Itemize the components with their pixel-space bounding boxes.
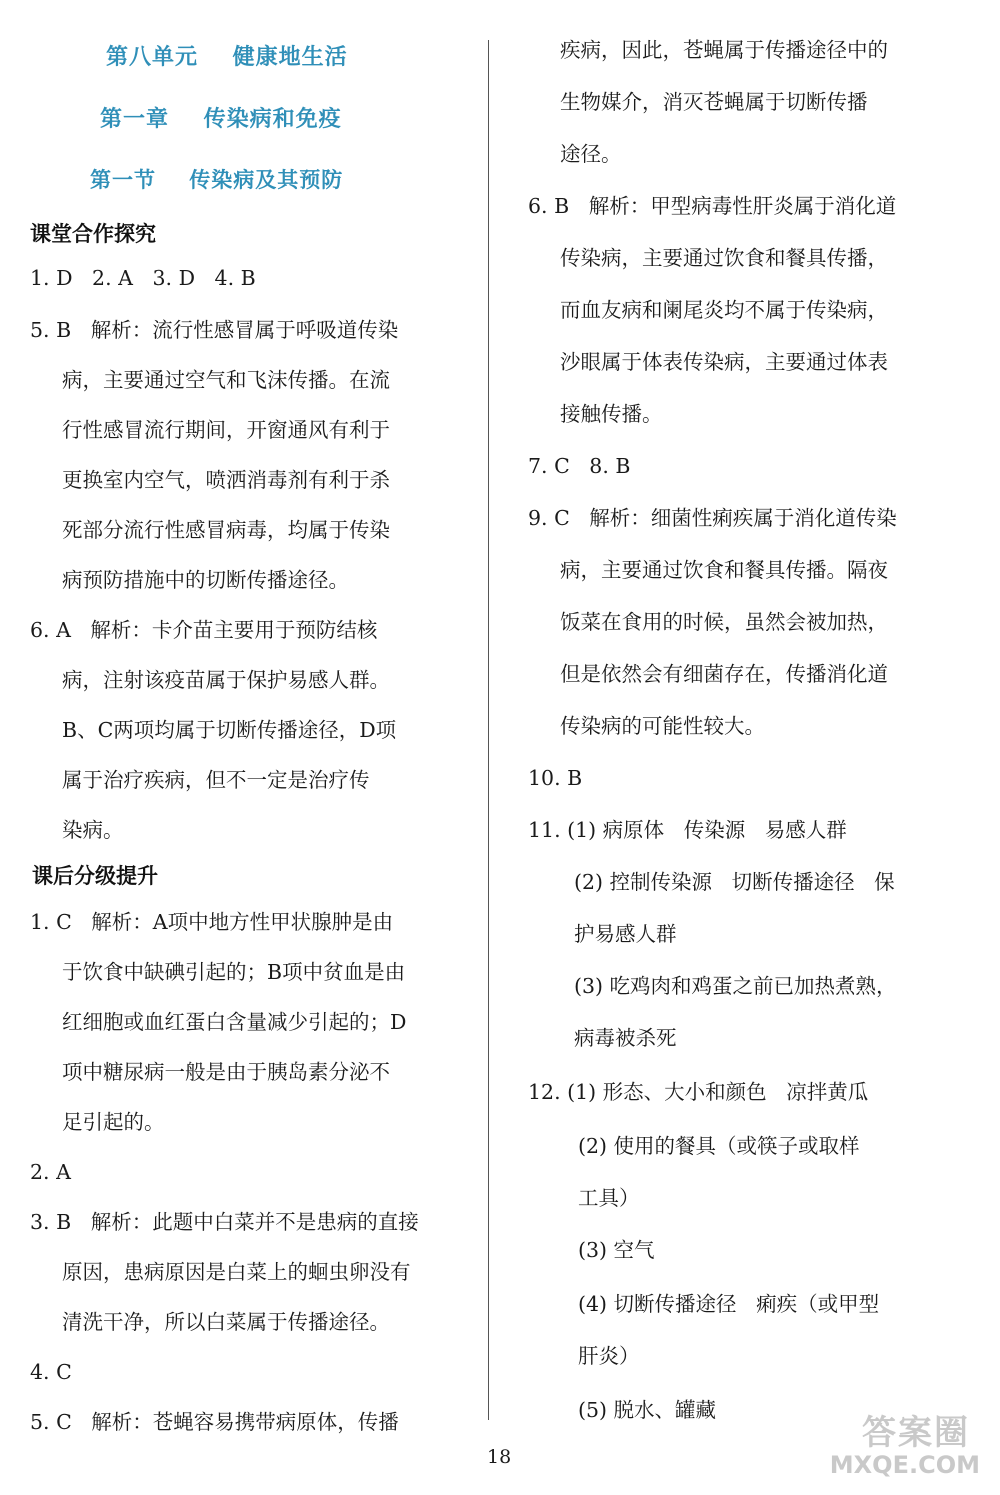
answer-line: 12. (1) 形态、大小和颜色 凉拌黄瓜 bbox=[528, 1080, 869, 1104]
answer-line: 饭菜在食用的时候，虽然会被加热， bbox=[560, 610, 888, 634]
answer-line: 属于治疗疾病，但不一定是治疗传 bbox=[62, 768, 370, 792]
answer-line: 10. B bbox=[528, 766, 583, 790]
unit-heading: 第八单元 健康地生活 bbox=[106, 45, 348, 70]
answer-line: 沙眼属于体表传染病，主要通过体表 bbox=[560, 350, 888, 374]
answer-line: 护易感人群 bbox=[574, 922, 677, 946]
answer-line: 5. C 解析：苍蝇容易携带病原体，传播 bbox=[30, 1410, 399, 1434]
answer-line: 途径。 bbox=[560, 142, 622, 166]
answer-line: 死部分流行性感冒病毒，均属于传染 bbox=[62, 518, 390, 542]
answer-line: 于饮食中缺碘引起的；B项中贫血是由 bbox=[62, 960, 406, 984]
answer-line: 但是依然会有细菌存在，传播消化道 bbox=[560, 662, 888, 686]
page-number: 18 bbox=[487, 1446, 512, 1468]
answer-line: 1. C 解析：A项中地方性甲状腺肿是由 bbox=[30, 910, 394, 934]
answer-line: 11. (1) 病原体 传染源 易感人群 bbox=[528, 818, 847, 842]
answer-line: 2. A bbox=[30, 1160, 71, 1184]
answer-line: 足引起的。 bbox=[62, 1110, 165, 1134]
watermark-text: 答案圈 bbox=[862, 1413, 970, 1453]
answer-line: 原因，患病原因是白菜上的蛔虫卵没有 bbox=[62, 1260, 411, 1284]
answer-line: 病，主要通过饮食和餐具传播。隔夜 bbox=[560, 558, 888, 582]
answer-line: 清洗干净，所以白菜属于传播途径。 bbox=[62, 1310, 390, 1334]
watermark-url: MXQE.COM bbox=[829, 1451, 980, 1479]
answer-line: (3) 吃鸡肉和鸡蛋之前已加热煮熟， bbox=[574, 974, 897, 998]
answer-line: 病，主要通过空气和飞沫传播。在流 bbox=[62, 368, 390, 392]
answer-line: 病预防措施中的切断传播途径。 bbox=[62, 568, 349, 592]
answer-line: 行性感冒流行期间，开窗通风有利于 bbox=[62, 418, 390, 442]
answer-line: 而血友病和阑尾炎均不属于传染病， bbox=[560, 298, 888, 322]
answer-line: 4. C bbox=[30, 1360, 72, 1384]
answer-line: 接触传播。 bbox=[560, 402, 663, 426]
answer-line: 6. A 解析：卡介苗主要用于预防结核 bbox=[30, 618, 378, 642]
answer-line: 生物媒介，消灭苍蝇属于切断传播 bbox=[560, 90, 868, 114]
answer-line: (4) 切断传播途径 痢疾（或甲型 bbox=[578, 1292, 880, 1316]
answer-line: 工具） bbox=[578, 1186, 640, 1210]
answer-line: 病毒被杀死 bbox=[574, 1026, 677, 1050]
answer-line: (2) 控制传染源 切断传播途径 保 bbox=[574, 870, 895, 894]
answer-line: 更换室内空气，喷洒消毒剂有利于杀 bbox=[62, 468, 390, 492]
column-divider bbox=[488, 40, 489, 1420]
answer-line: 传染病，主要通过饮食和餐具传播， bbox=[560, 246, 888, 270]
answer-line: 红细胞或血红蛋白含量减少引起的；D bbox=[62, 1010, 407, 1034]
answer-line: 项中糖尿病一般是由于胰岛素分泌不 bbox=[62, 1060, 390, 1084]
answer-line: 病，注射该疫苗属于保护易感人群。 bbox=[62, 668, 390, 692]
section-title-after-class: 课后分级提升 bbox=[32, 864, 158, 888]
answer-line: (5) 脱水、罐藏 bbox=[578, 1398, 717, 1422]
answer-line: 7. C 8. B bbox=[528, 454, 631, 478]
answer-line: 6. B 解析：甲型病毒性肝炎属于消化道 bbox=[528, 194, 897, 218]
chapter-heading: 第一章 传染病和免疫 bbox=[100, 107, 342, 132]
answer-line: 肝炎） bbox=[578, 1344, 640, 1368]
answer-line: (3) 空气 bbox=[578, 1238, 655, 1262]
answer-line: 传染病的可能性较大。 bbox=[560, 714, 765, 738]
answer-line: (2) 使用的餐具（或筷子或取样 bbox=[578, 1134, 860, 1158]
section-title-class-exploration: 课堂合作探究 bbox=[30, 222, 156, 246]
watermark-logo bbox=[820, 1405, 980, 1485]
answer-line: 1. D 2. A 3. D 4. B bbox=[30, 266, 256, 290]
answer-line: 5. B 解析：流行性感冒属于呼吸道传染 bbox=[30, 318, 399, 342]
answer-line: 3. B 解析：此题中白菜并不是患病的直接 bbox=[30, 1210, 419, 1234]
answer-line: B、C两项均属于切断传播途径，D项 bbox=[62, 718, 397, 742]
answer-line: 疾病，因此，苍蝇属于传播途径中的 bbox=[560, 38, 888, 62]
answer-line: 9. C 解析：细菌性痢疾属于消化道传染 bbox=[528, 506, 897, 530]
answer-line: 染病。 bbox=[62, 818, 124, 842]
section-heading: 第一节 传染病及其预防 bbox=[90, 168, 344, 192]
